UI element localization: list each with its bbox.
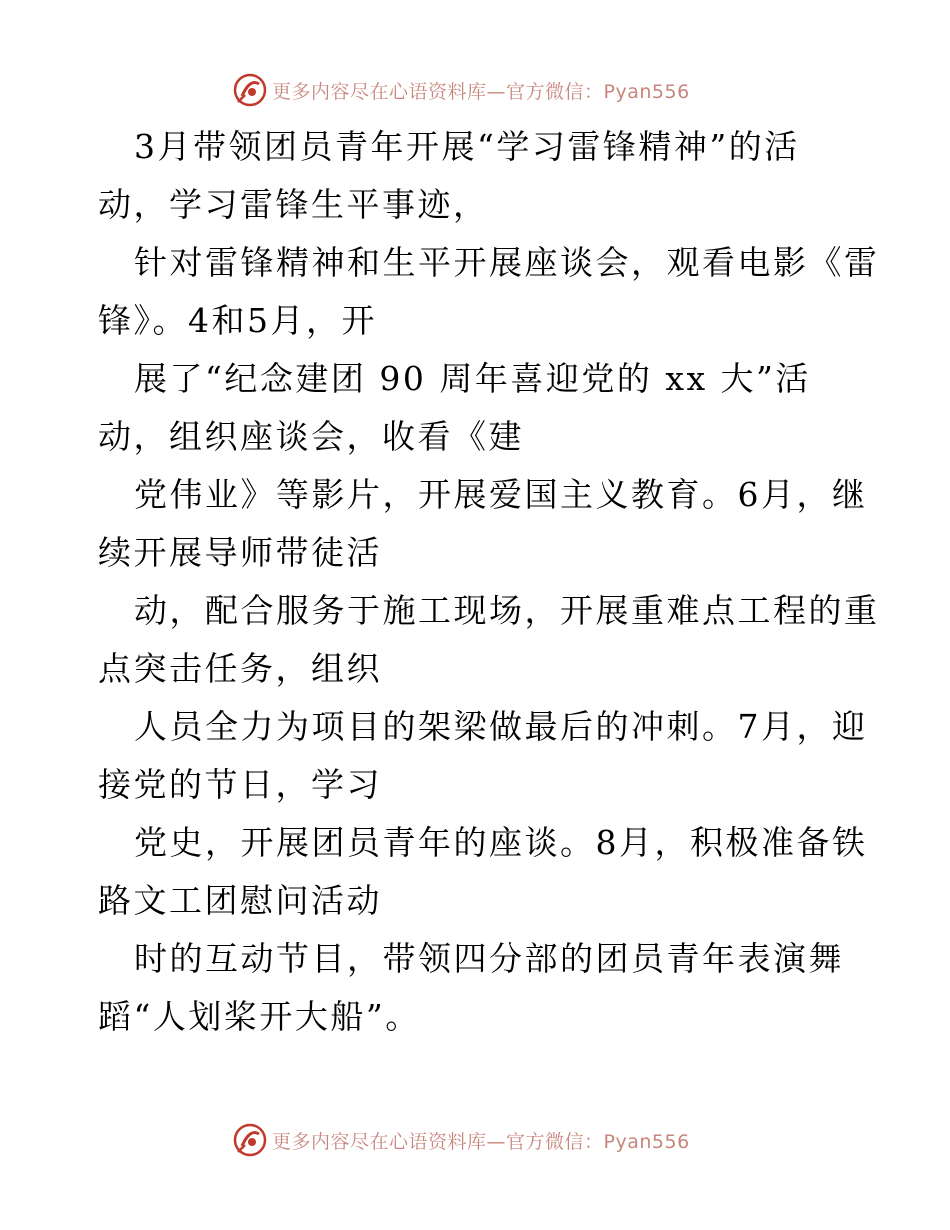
text-line: 党伟业》等影片，开展爱国主义教育。6月，继 [134,475,868,514]
text-line: 接党的节日，学习 [98,765,382,804]
text-line: 党史，开展团员青年的座谈。8月，积极准备铁 [134,823,868,862]
header-banner-text: 更多内容尽在心语资料库—官方微信：Pyan556 [272,80,690,103]
text-line: 动，学习雷锋生平事迹， [98,185,489,224]
text-line: 动，组织座谈会，收看《建 [98,417,524,456]
body-text [98,118,880,1046]
text-line: 锋》。4和5月，开 [98,301,377,340]
text-line: 展了“纪念建团 90 周年喜迎党的 xx 大”活 [134,359,811,398]
mouse-logo-icon [232,1122,268,1158]
text-line: 路文工团慰问活动 [98,881,382,920]
text-line: 蹈“人划桨开大船”。 [98,997,421,1036]
footer-banner [232,1120,690,1160]
text-line: 点突击任务，组织 [98,649,382,688]
header-banner [232,70,690,110]
footer-banner-text: 更多内容尽在心语资料库—官方微信：Pyan556 [272,1130,690,1153]
text-line: 针对雷锋精神和生平开展座谈会，观看电影《雷 [134,243,880,282]
text-line: 续开展导师带徒活 [98,533,382,572]
text-line: 动，配合服务于施工现场，开展重难点工程的重 [134,591,880,630]
mouse-logo-icon [232,72,268,108]
text-line: 时的互动节目，带领四分部的团员青年表演舞 [134,939,844,978]
text-line: 3月带领团员青年开展“学习雷锋精神”的活 [134,127,800,166]
text-line: 人员全力为项目的架梁做最后的冲刺。7月，迎 [134,707,868,746]
